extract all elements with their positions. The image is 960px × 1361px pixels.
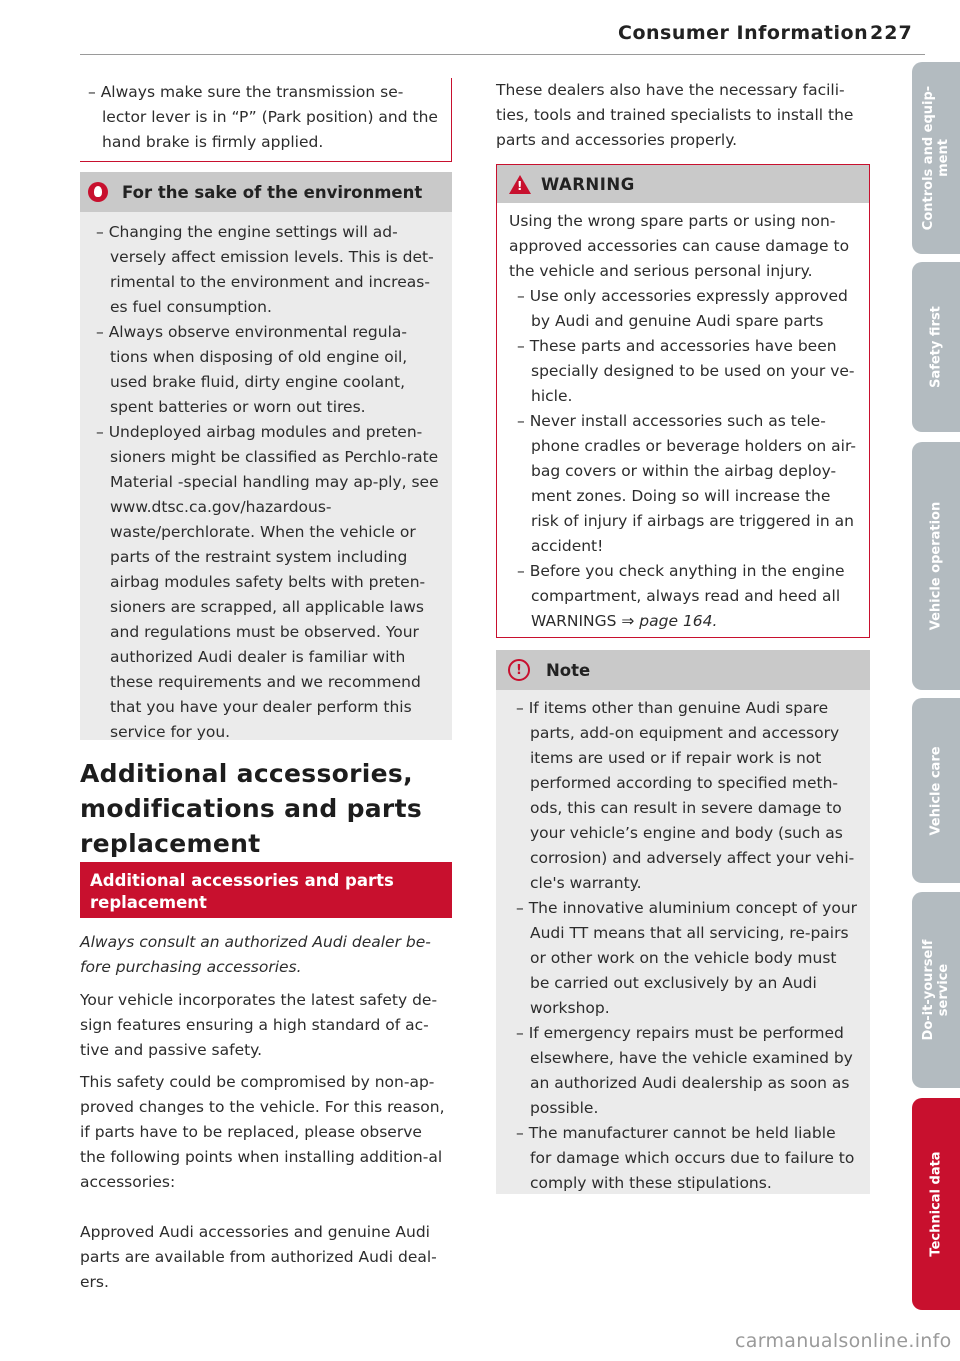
page-reference-link[interactable]: ⇒ page 164. xyxy=(621,612,718,630)
warning-list xyxy=(509,284,857,634)
list-item: – Always make sure the transmission se-lector lever is in “P” (Park position) and the hand brake is firmly applied. xyxy=(80,80,441,155)
list-item: – Changing the engine settings will ad-versely affect emission levels. This is det-rimental to the environment and increas-es fuel consumption. xyxy=(88,220,444,320)
tab-label: Safety first xyxy=(928,306,944,388)
warning-triangle-icon xyxy=(509,175,531,194)
approved-accessories-paragraph: Approved Audi accessories and genuine Audi parts are available from authorized Audi deal-ers. xyxy=(80,1223,437,1291)
list-item: – Use only accessories expressly approved by Audi and genuine Audi spare parts xyxy=(509,284,857,334)
note-box xyxy=(496,650,870,1194)
tab-safety-first[interactable] xyxy=(912,262,960,432)
note-header xyxy=(496,650,870,690)
warning-box xyxy=(496,164,870,638)
warning-lead: Using the wrong spare parts or using non-approved accessories can cause damage to the vehicle and serious personal injury. xyxy=(509,212,850,280)
tab-controls-and-equipment[interactable] xyxy=(912,62,960,254)
tab-vehicle-care[interactable] xyxy=(912,698,960,883)
safety-design-paragraph: Your vehicle incorporates the latest safety de-sign features ensuring a high standard of ac-tive and passive safety. xyxy=(80,991,438,1059)
tab-label: Controls and equip- ment xyxy=(921,85,951,231)
transmission-caution-box xyxy=(80,78,452,162)
list-item: – The innovative aluminium concept of your Audi TT means that all servicing, re-pairs or other work on the vehicle body must be carried out exclusively by an Audi workshop. xyxy=(508,896,858,1021)
section-heading: Additional accessories, modifications and parts replacement xyxy=(80,759,422,858)
list-item: – If items other than genuine Audi spare parts, add-on equipment and accessory items are used or if repair work is not performed according to specified meth-ods, this can result in severe damage to your vehicle’s engine and body (such as corrosion) and adversely affect your vehi-cle's warranty. xyxy=(508,696,858,896)
note-list xyxy=(496,690,870,1196)
list-item: – These parts and accessories have been specially designed to be used on your ve-hicle. xyxy=(509,334,857,409)
tab-label: Vehicle operation xyxy=(928,501,944,631)
running-header-title: Consumer Information xyxy=(618,22,869,44)
list-item: – Always observe environmental regula-tions when disposing of old engine oil, used brake fluid, dirty engine coolant, spent batteries or worn out tires. xyxy=(88,320,444,420)
list-item xyxy=(509,559,857,634)
non-approved-paragraph: This safety could be compromised by non-ap-proved changes to the vehicle. For this reason, if parts have to be replaced, please observe the following points when installing addition-al accessories: xyxy=(80,1073,445,1191)
list-item: – The manufacturer cannot be held liable for damage which occurs due to failure to comply with these stipulations. xyxy=(508,1121,858,1196)
list-item: – Undeployed airbag modules and preten-sioners might be classified as Perchlo-rate Material -special handling may ap-ply, see www.dtsc.ca.gov/hazardous-waste/perchlorate. When the vehicle or parts of the restraint system including airbag modules safety belts with preten-sioners are scrapped, all applicable laws and regulations must be observed. Your authorized Audi dealer is familiar with these requirements and we recommend that you have your dealer perform this service for you. xyxy=(88,420,444,745)
dealers-paragraph: These dealers also have the necessary facili-ties, tools and trained specialists to install the parts and accessories properly. xyxy=(496,81,854,149)
note-title: Note xyxy=(546,660,591,680)
list-item: – Never install accessories such as tele-phone cradles or beverage holders on air-bag covers or within the airbag deploy-ment zones. Doing so will increase the risk of injury if airbags are triggered in an accident! xyxy=(509,409,857,559)
warning-title: WARNING xyxy=(541,174,635,194)
subsection-heading: Additional accessories and parts replacement xyxy=(80,862,452,918)
environment-header xyxy=(80,172,452,212)
tab-label: Vehicle care xyxy=(928,745,944,836)
environment-box xyxy=(80,172,452,740)
tab-vehicle-operation[interactable] xyxy=(912,442,960,690)
tab-do-it-yourself-service[interactable] xyxy=(912,892,960,1088)
warning-body xyxy=(497,203,869,634)
warning-header xyxy=(497,165,869,203)
info-circle-icon: ! xyxy=(508,659,530,681)
header-rule xyxy=(80,54,925,55)
tab-label: Technical data xyxy=(928,1151,944,1257)
list-item-text: Before you check anything in the engine compartment, always read and heed all WARNINGS xyxy=(529,562,845,630)
environment-leaf-icon xyxy=(88,182,108,202)
page-number: 227 xyxy=(870,22,913,44)
environment-title: For the sake of the environment xyxy=(122,182,423,202)
transmission-caution-list xyxy=(80,80,441,155)
intro-italic: Always consult an authorized Audi dealer be-fore purchasing accessories. xyxy=(80,933,431,976)
list-item: – If emergency repairs must be performed elsewhere, have the vehicle examined by an authorized Audi dealership as soon as possible. xyxy=(508,1021,858,1121)
watermark: carmanualsonline.info xyxy=(735,1330,952,1352)
tab-label: Do-it-yourself service xyxy=(921,939,951,1041)
environment-list xyxy=(80,212,452,745)
tab-technical-data[interactable] xyxy=(912,1098,960,1310)
